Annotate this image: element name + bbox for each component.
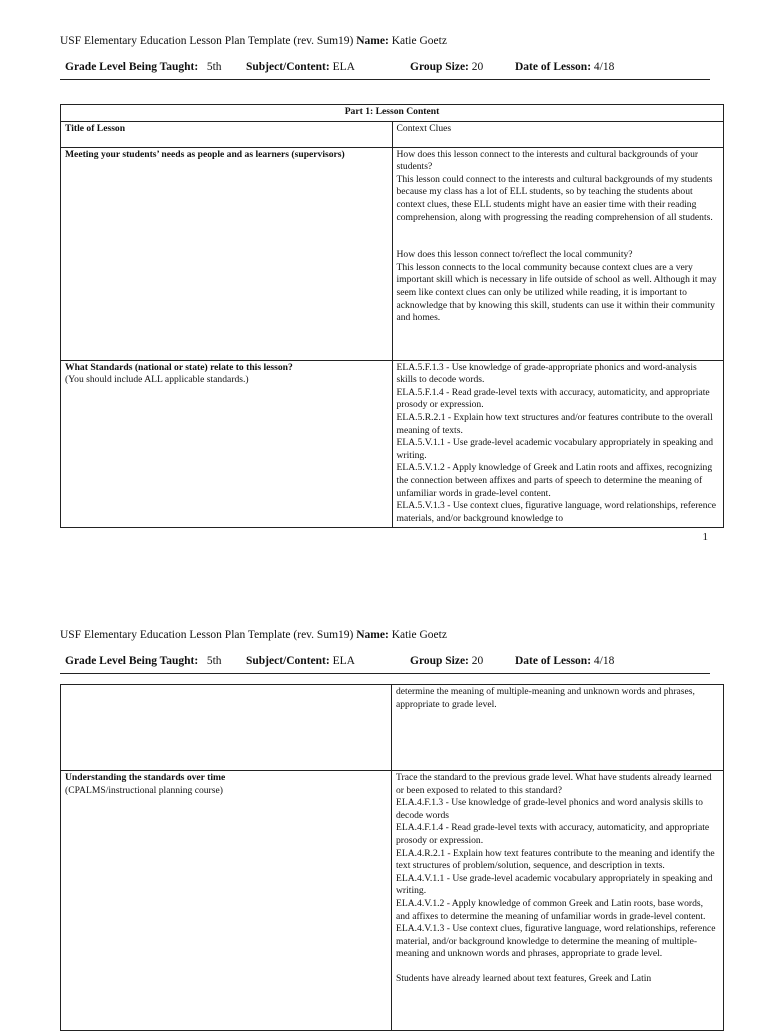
template-title-line	[60, 629, 447, 641]
grade-label: Grade Level Being Taught:	[65, 61, 199, 73]
title-of-lesson-value: Context Clues	[392, 121, 724, 147]
group-size-value: 20	[471, 655, 484, 667]
standards-label-cell	[61, 360, 393, 528]
subject-value: ELA	[332, 655, 355, 667]
title-of-lesson-label: Title of Lesson	[61, 121, 393, 147]
lesson-content-table	[60, 104, 724, 528]
template-title-line	[60, 35, 447, 47]
understanding-note: (CPALMS/instructional planning course)	[65, 784, 223, 796]
subject-label: Subject/Content:	[246, 61, 330, 73]
group-size-label: Group Size:	[410, 655, 469, 667]
standards-label: What Standards (national or state) relate to this lesson?	[65, 361, 293, 373]
prior-standard-item: ELA.4.V.1.2 - Apply knowledge of common Greek and Latin roots, base words, and affixes to determine the meaning of unfamiliar words in grade-level content.	[396, 897, 706, 922]
standard-item: ELA.5.V.1.2 - Apply knowledge of Greek and Latin roots and affixes, recognizing the connection between affixes and parts of speech to determine the meaning of unfamiliar words in grade-level content.	[396, 462, 713, 499]
empty-left-cell	[61, 685, 392, 771]
cultural-answer: This lesson could connect to the interests and cultural backgrounds of my students because my class has a lot of ELL students, so by teaching the students about context clues, these ELL students might have an easier time with their reading comprehension, along with progressing the reading comprehension of all students.	[396, 173, 713, 223]
prior-standard-item: ELA.4.V.1.3 - Use context clues, figurative language, word relationships, reference material, and/or background knowledge to determine the meaning of multiple-meaning and unknown words and phrases, appropriate to grade level.	[396, 923, 716, 960]
group-size-label: Group Size:	[410, 61, 469, 73]
template-title: USF Elementary Education Lesson Plan Template (rev. Sum19)	[60, 35, 354, 47]
meeting-needs-label: Meeting your students’ needs as people and as learners (supervisors)	[61, 147, 393, 360]
community-answer: This lesson connects to the local community because context clues are a very important skill which is necessary in life outside of school as well. Although it may seem like context clues can only be utilized while reading, it is important to acknowledge that by knowing this skill, students can use it within their community and homes.	[396, 261, 717, 324]
continued-standard: determine the meaning of multiple-meaning and unknown words and phrases, appropriate to grade level.	[392, 685, 724, 771]
date-label: Date of Lesson:	[515, 655, 592, 667]
lesson-info-line	[60, 61, 710, 80]
meeting-needs-cell	[392, 147, 724, 360]
standard-item: ELA.5.F.1.3 - Use knowledge of grade-appropriate phonics and word-analysis skills to decode words.	[396, 361, 697, 386]
part-1-header: Part 1: Lesson Content	[61, 105, 724, 122]
lesson-content-table-continued	[60, 684, 724, 1031]
prior-standard-item: ELA.4.V.1.1 - Use grade-level academic vocabulary appropriately in speaking and writing.	[396, 872, 713, 897]
prior-standard-item: ELA.4.F.1.4 - Read grade-level texts with accuracy, automaticity, and appropriate prosody or expression.	[396, 822, 710, 846]
date-value: 4/18	[593, 61, 615, 73]
group-size-value: 20	[471, 61, 484, 73]
grade-label: Grade Level Being Taught:	[65, 655, 199, 667]
name-label: Name:	[356, 35, 389, 47]
understanding-label-cell	[61, 771, 392, 1031]
grade-value: 5th	[206, 61, 222, 73]
name-value: Katie Goetz	[391, 35, 447, 47]
name-value: Katie Goetz	[391, 629, 447, 641]
cultural-question: How does this lesson connect to the interests and cultural backgrounds of your students?	[396, 148, 699, 173]
subject-value: ELA	[332, 61, 355, 73]
subject-label: Subject/Content:	[246, 655, 330, 667]
date-value: 4/18	[593, 655, 615, 667]
template-title: USF Elementary Education Lesson Plan Template (rev. Sum19)	[60, 629, 354, 641]
document-page-2	[0, 594, 768, 1024]
standard-item: ELA.5.V.1.1 - Use grade-level academic vocabulary appropriately in speaking and writing.	[396, 437, 714, 461]
standards-note: (You should include ALL applicable standards.)	[65, 374, 249, 386]
prior-standard-item: ELA.4.R.2.1 - Explain how text features contribute to the meaning and identify the text structures of problem/solution, sequence, and description in texts.	[396, 847, 715, 872]
lesson-info-line	[60, 655, 710, 674]
prior-standard-item: ELA.4.F.1.3 - Use knowledge of grade-level phonics and word analysis skills to decode words	[396, 797, 703, 821]
standard-item: ELA.5.R.2.1 - Explain how text structures and/or features contribute to the overall meaning of texts.	[396, 411, 713, 436]
trace-question: Trace the standard to the previous grade level. What have students already learned or been exposed to related to this standard?	[396, 772, 712, 796]
prior-summary: Students have already learned about text features, Greek and Latin	[396, 972, 652, 984]
grade-value: 5th	[206, 655, 222, 667]
name-label: Name:	[356, 629, 389, 641]
standards-list-cell	[392, 360, 724, 528]
standard-item: ELA.5.F.1.4 - Read grade-level texts with accuracy, automaticity, and appropriate prosody or expression.	[396, 386, 710, 411]
understanding-content-cell	[392, 771, 724, 1031]
community-question: How does this lesson connect to/reflect the local community?	[396, 249, 633, 261]
date-label: Date of Lesson:	[515, 61, 592, 73]
page-number: 1	[702, 531, 708, 543]
understanding-label: Understanding the standards over time	[65, 772, 226, 783]
standard-item: ELA.5.V.1.3 - Use context clues, figurative language, word relationships, reference materials, and/or background knowledge to	[396, 500, 717, 524]
